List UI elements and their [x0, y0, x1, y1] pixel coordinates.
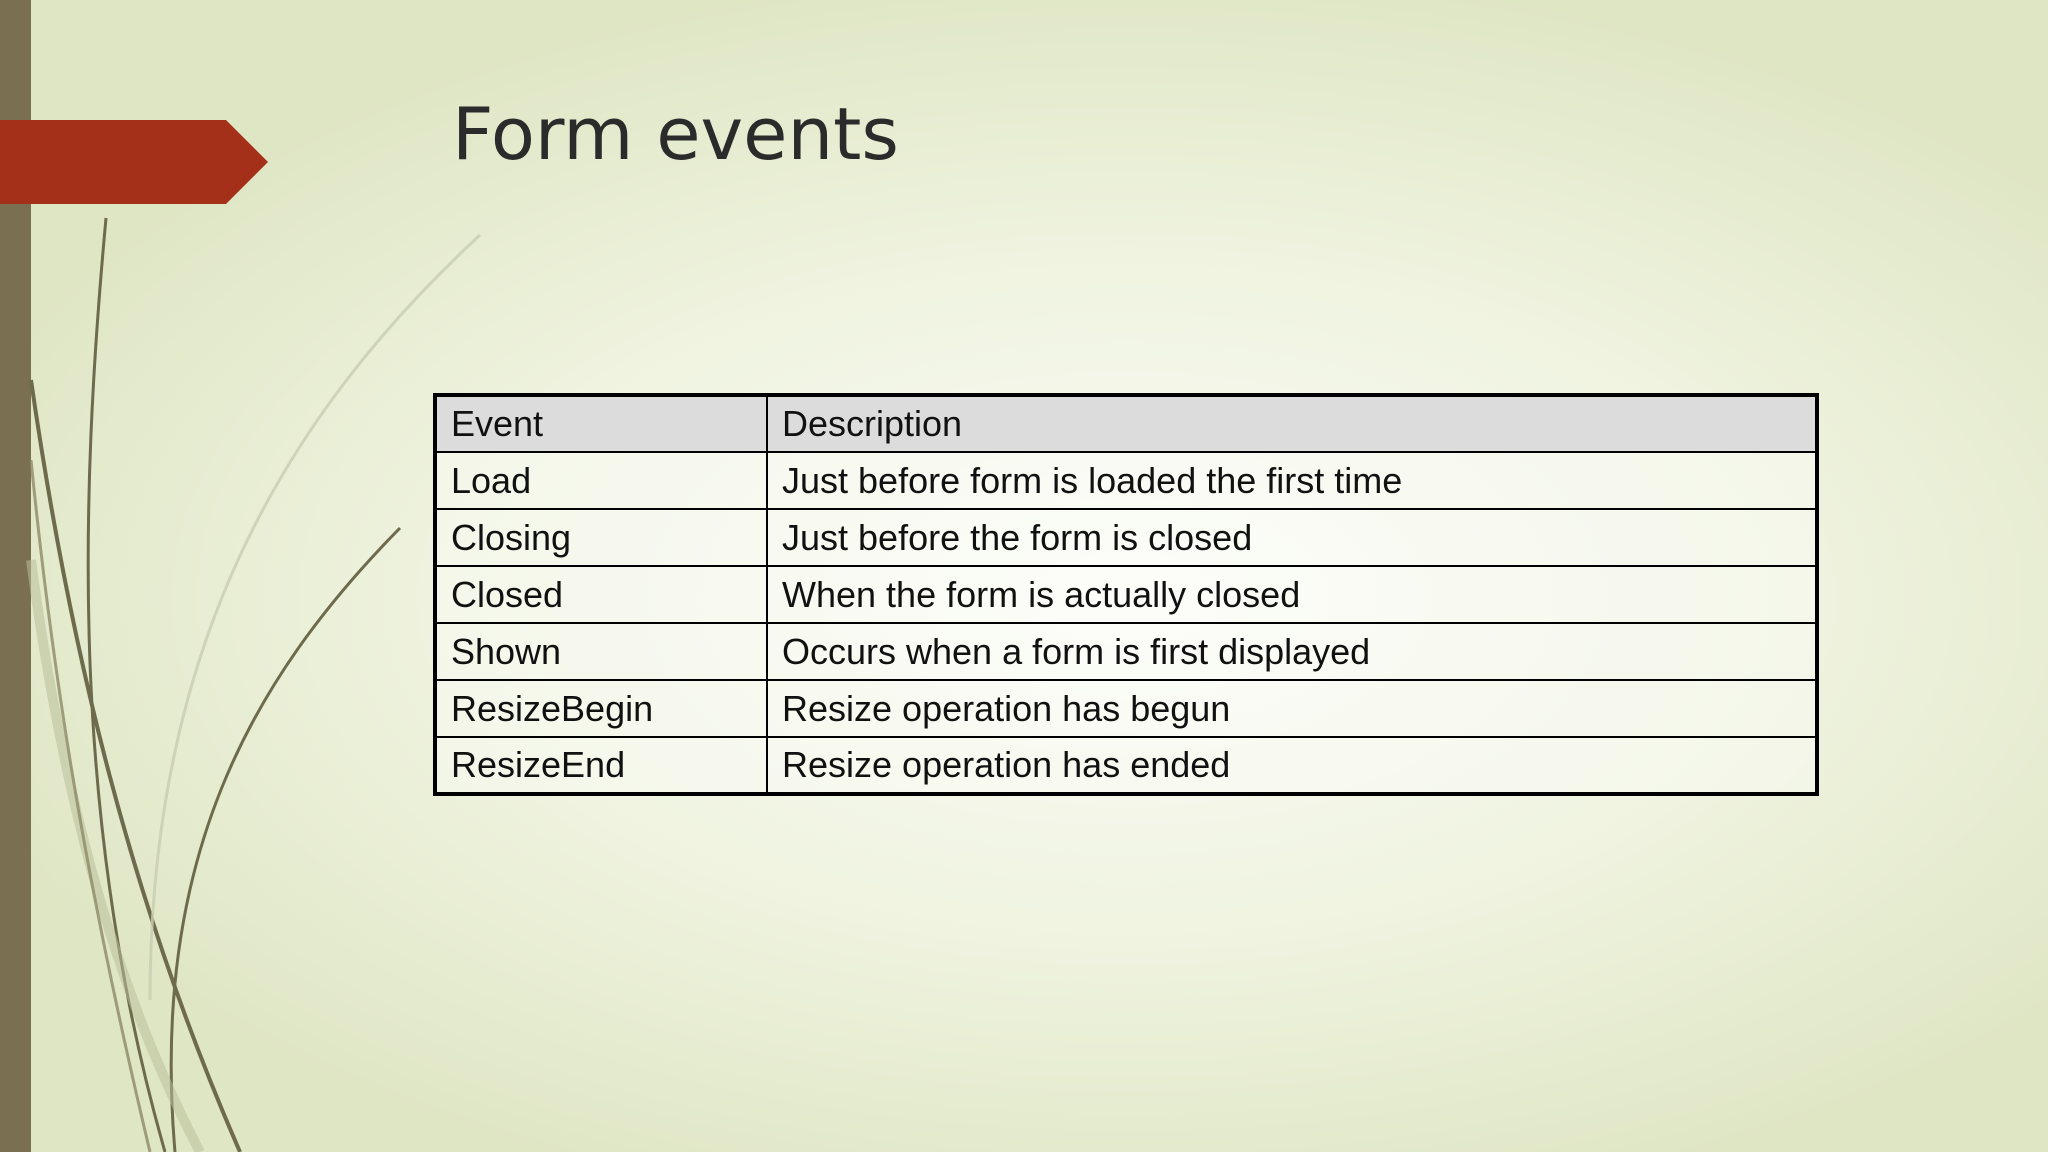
event-cell: Load [435, 452, 767, 509]
description-cell: Just before the form is closed [767, 509, 1817, 566]
event-cell: Shown [435, 623, 767, 680]
table-row [435, 623, 1817, 680]
grass-line-4 [150, 235, 480, 1000]
event-cell: Closing [435, 509, 767, 566]
description-cell: Resize operation has ended [767, 737, 1817, 794]
events-table-container [433, 393, 1819, 796]
table-row [435, 452, 1817, 509]
page-title: Form events [452, 92, 899, 176]
description-cell: Occurs when a form is first displayed [767, 623, 1817, 680]
events-table [433, 393, 1819, 796]
table-header-row [435, 395, 1817, 452]
description-cell: When the form is actually closed [767, 566, 1817, 623]
header-event: Event [435, 395, 767, 452]
table-row [435, 509, 1817, 566]
grass-line-1 [88, 218, 165, 1152]
grass-line-3 [171, 528, 400, 1152]
event-cell: ResizeEnd [435, 737, 767, 794]
event-cell: Closed [435, 566, 767, 623]
description-cell: Just before form is loaded the first time [767, 452, 1817, 509]
event-cell: ResizeBegin [435, 680, 767, 737]
grass-line-6 [31, 460, 150, 1152]
table-row [435, 680, 1817, 737]
description-cell: Resize operation has begun [767, 680, 1817, 737]
header-description: Description [767, 395, 1817, 452]
table-row [435, 566, 1817, 623]
title-flag-icon [0, 120, 268, 204]
grass-line-5 [31, 560, 200, 1152]
table-row [435, 737, 1817, 794]
